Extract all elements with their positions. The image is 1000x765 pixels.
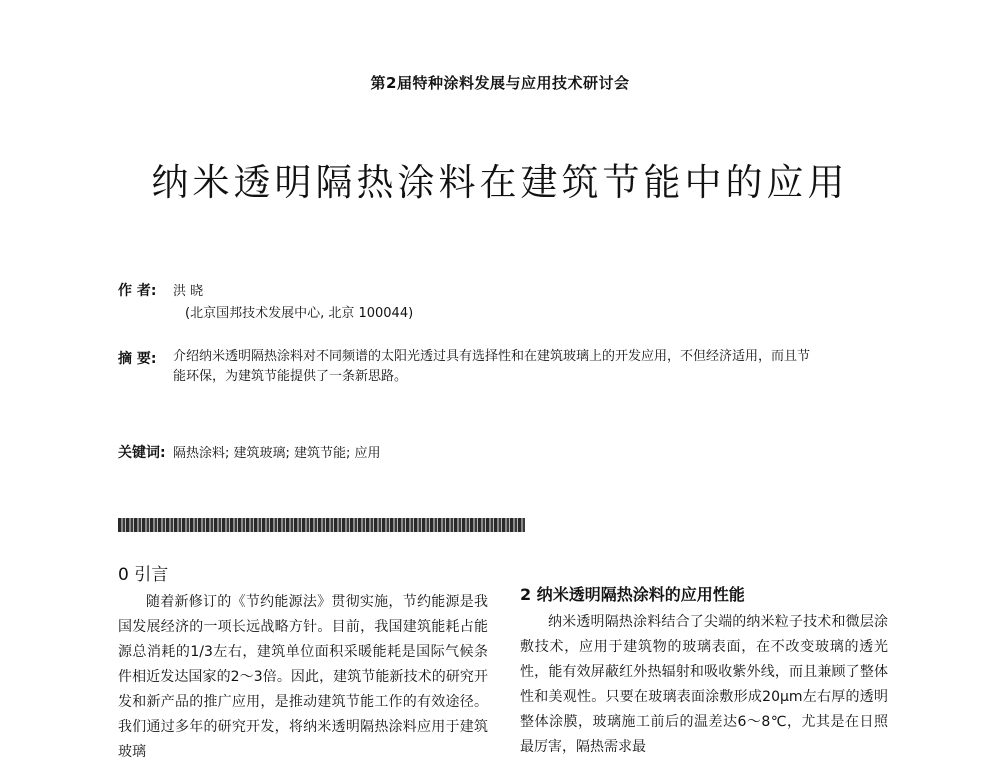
author-name: 洪 晓 (173, 284, 204, 299)
abstract-text: 介绍纳米透明隔热涂料对不同频谱的太阳光透过具有选择性和在建筑玻璃上的开发应用，不但经济适用，而且节能环保，为建筑节能提供了一条新思路。 (173, 349, 811, 384)
keywords-text: 隔热涂料; 建筑玻璃; 建筑节能; 应用 (173, 446, 381, 461)
abstract-label: 摘 要: (118, 351, 157, 367)
intro-heading: 0 引言 (118, 565, 169, 585)
author-label: 作 者: (118, 283, 157, 299)
keywords-label: 关键词: (118, 445, 166, 461)
conference-header: 第2届特种涂料发展与应用技术研讨会 (370, 74, 630, 92)
section-divider-bar (118, 518, 525, 532)
author-affiliation: (北京国邦技术发展中心, 北京 100044) (185, 306, 414, 321)
paper-title: 纳米透明隔热涂料在建筑节能中的应用 (151, 161, 849, 204)
section2-heading: 2 纳米透明隔热涂料的应用性能 (520, 585, 745, 604)
section2-text: 纳米透明隔热涂料结合了尖端的纳米粒子技术和微层涂敷技术，应用于建筑物的玻璃表面，在不改变玻璃的透光性，能有效屏蔽红外热辐射和吸收紫外线，而且兼顾了整体性和美观性。只要在玻璃表面涂敷形成20μm左右厚的透明整体涂膜，玻璃施工前后的温差达6～8℃，尤其是在日照最厉害，隔热需求最 (520, 614, 888, 755)
intro-text: 随着新修订的《节约能源法》贯彻实施，节约能源是我国发展经济的一项长远战略方针。目前，我国建筑能耗占能源总消耗的1/3左右，建筑单位面积采暖能耗是国际气候条件相近发达国家的2～3倍。因此，建筑节能新技术的研究开发和新产品的推广应用，是推动建筑节能工作的有效途径。我们通过多年的研究开发，将纳米透明隔热涂料应用于建筑玻璃 (118, 594, 488, 760)
